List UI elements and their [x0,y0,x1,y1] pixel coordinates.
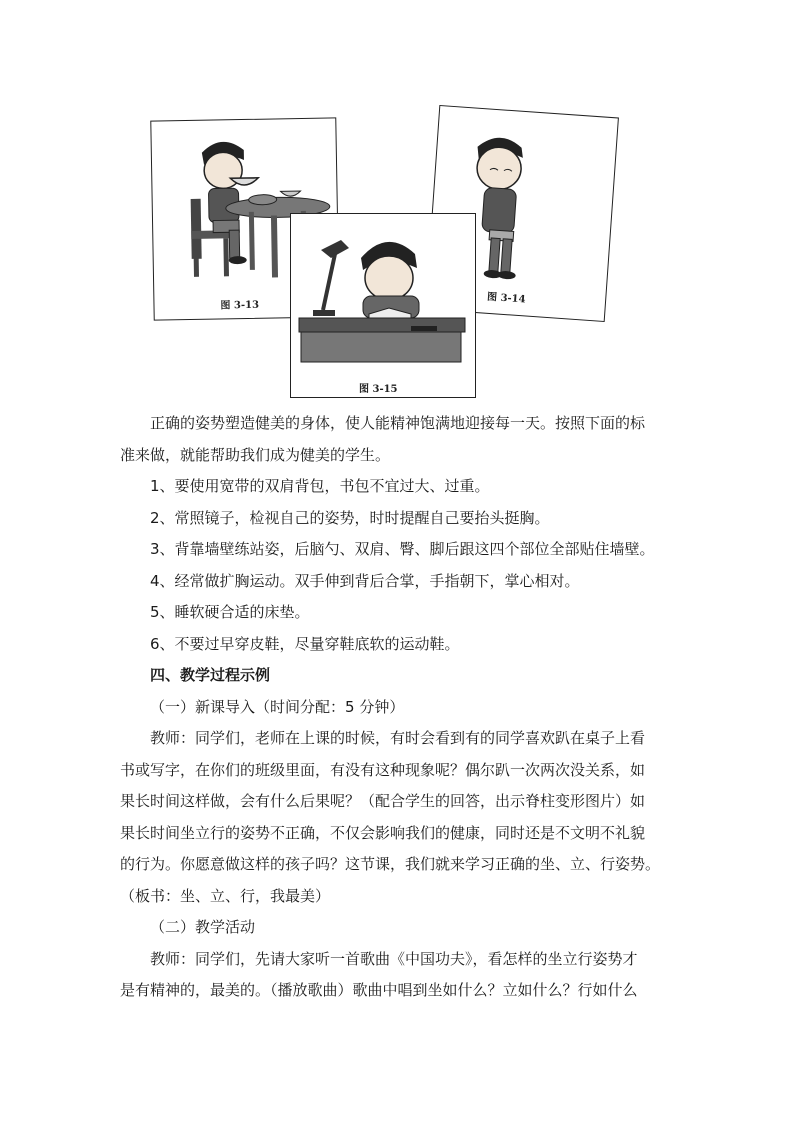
figure-group [140,105,685,405]
figure-3-15-caption: 图 3-15 [359,384,398,395]
figure-3-15-frame [290,213,476,398]
rule-item: 1、要使用宽带的双肩背包，书包不宜过大、过重。 [150,477,490,495]
paragraph-line: 果长时间坐立行的姿势不正确，不仅会影响我们的健康，同时还是不文明不礼貌 [120,823,646,842]
intro-line-1: 正确的姿势塑造健美的身体，使人能精神饱满地迎接每一天。按照下面的标 [150,414,646,432]
subsection-heading-2: （二）教学活动 [150,918,256,936]
figure-3-14-caption: 图 3-14 [486,291,526,306]
boy-reading-illustration [291,214,474,376]
rule-item: 5、睡软硬合适的床垫。 [150,603,310,621]
paragraph-line: 是有精神的，最美的。（播放歌曲）歌曲中唱到坐如什么？立如什么？行如什么 [120,981,638,999]
figure-3-13-caption: 图 3-13 [220,299,260,312]
intro-line-2: 准来做，就能帮助我们成为健美的学生。 [120,445,391,464]
document-body [120,408,675,1007]
paragraph-line: 教师：同学们，先请大家听一首歌曲《中国功夫》，看怎样的坐立行姿势才 [150,949,638,968]
rule-item: 2、常照镜子，检视自己的姿势，时时提醒自己要抬头挺胸。 [150,508,550,527]
paragraph-line: （板书：坐、立、行，我最美） [120,886,331,905]
section-heading: 四、教学过程示例 [150,666,271,684]
rule-item: 3、背靠墙壁练站姿，后脑勺、双肩、臀、脚后跟这四个部位全部贴住墙壁。 [150,540,655,558]
paragraph-line: 书或写字，在你们的班级里面，有没有这种现象呢？偶尔趴一次两次没关系，如 [120,760,646,779]
paragraph-line: 的行为。你愿意做这样的孩子吗？这节课，我们就来学习正确的坐、立、行姿势。 [120,855,661,873]
subsection-heading-1: （一）新课导入（时间分配：5 分钟） [150,697,405,716]
paragraph-line: 果长时间这样做，会有什么后果呢？（配合学生的回答，出示脊柱变形图片）如 [120,792,646,810]
rule-item: 6、不要过早穿皮鞋，尽量穿鞋底软的运动鞋。 [150,634,460,653]
paragraph-line: 教师：同学们，老师在上课的时候，有时会看到有的同学喜欢趴在桌子上看 [150,729,646,747]
rule-item: 4、经常做扩胸运动。双手伸到背后合掌，手指朝下，掌心相对。 [150,571,580,590]
